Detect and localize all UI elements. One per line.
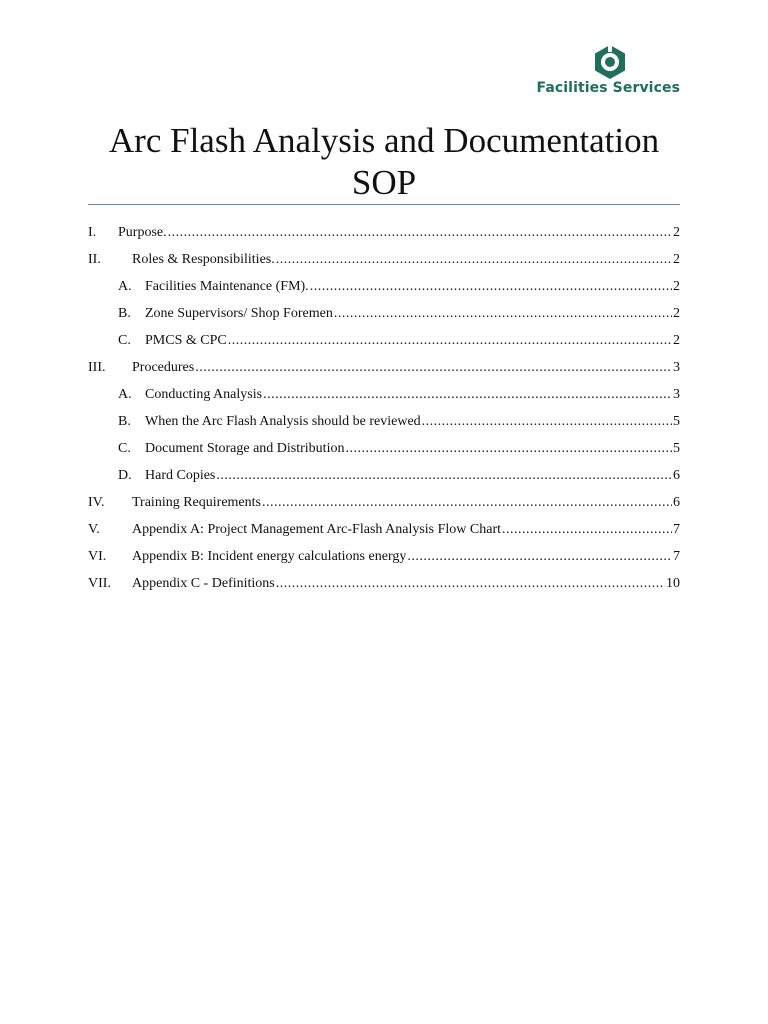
toc-entry-number: I.	[88, 225, 97, 240]
toc-dot-leader	[216, 465, 672, 487]
toc-entry-number: C.	[118, 333, 131, 348]
document-title: Arc Flash Analysis and Documentation SOP	[108, 121, 660, 202]
toc-dot-leader	[195, 357, 672, 379]
toc-entry-number: B.	[118, 414, 131, 429]
toc-entry-number: II.	[88, 252, 101, 267]
toc-entry[interactable]	[88, 492, 680, 519]
toc-entry[interactable]	[88, 330, 680, 357]
toc-entry-number: IV.	[88, 495, 105, 510]
toc-dot-leader	[407, 546, 672, 568]
toc-entry-number: A.	[118, 279, 132, 294]
toc-entry-number: C.	[118, 441, 131, 456]
toc-entry-number: A.	[118, 387, 132, 402]
toc-entry-page-number: 5	[673, 414, 680, 429]
toc-dot-leader	[276, 249, 672, 271]
toc-dot-leader	[262, 492, 672, 514]
toc-dot-leader	[334, 303, 672, 325]
toc-entry-number: VI.	[88, 549, 107, 564]
toc-dot-leader	[310, 276, 672, 298]
toc-entry-number: D.	[118, 468, 132, 483]
toc-entry-label[interactable]: Purpose.	[118, 225, 167, 240]
toc-entry[interactable]	[88, 222, 680, 249]
toc-dot-leader	[228, 330, 672, 352]
toc-entry-label[interactable]: Appendix B: Incident energy calculations energy	[132, 549, 407, 564]
toc-entry-page-number: 3	[673, 360, 680, 375]
toc-entry[interactable]	[88, 573, 680, 600]
toc-entry-number: III.	[88, 360, 106, 375]
toc-entry-label[interactable]: Appendix A: Project Management Arc-Flash Analysis Flow Chart	[132, 522, 502, 537]
toc-entry[interactable]	[88, 519, 680, 546]
toc-entry-page-number: 7	[673, 522, 680, 537]
toc-entry[interactable]	[88, 465, 680, 492]
toc-entry-page-number: 2	[673, 306, 680, 321]
toc-entry-label[interactable]: Appendix C - Definitions	[132, 576, 275, 591]
toc-entry[interactable]	[88, 357, 680, 384]
toc-entry-label[interactable]: Document Storage and Distribution	[145, 441, 345, 456]
toc-dot-leader	[263, 384, 672, 406]
toc-entry[interactable]	[88, 384, 680, 411]
toc-entry-page-number: 2	[673, 252, 680, 267]
toc-entry-page-number: 2	[673, 225, 680, 240]
toc-entry-label[interactable]: Hard Copies	[145, 468, 216, 483]
logo-text: Facilities Services	[536, 80, 680, 96]
toc-dot-leader	[422, 411, 672, 433]
toc-entry-page-number: 3	[673, 387, 680, 402]
table-of-contents	[88, 222, 680, 600]
toc-entry-label[interactable]: Roles & Responsibilities.	[132, 252, 275, 267]
toc-entry[interactable]	[88, 303, 680, 330]
toc-dot-leader	[168, 222, 672, 244]
toc-entry-label[interactable]: When the Arc Flash Analysis should be reviewed	[145, 414, 421, 429]
toc-dot-leader	[502, 519, 672, 541]
toc-entry[interactable]	[88, 438, 680, 465]
toc-entry-page-number: 5	[673, 441, 680, 456]
toc-entry-page-number: 6	[673, 495, 680, 510]
toc-dot-leader	[345, 438, 672, 460]
toc-entry-label[interactable]: Zone Supervisors/ Shop Foremen	[145, 306, 333, 321]
toc-dot-leader	[276, 573, 665, 595]
toc-entry-number: B.	[118, 306, 131, 321]
toc-entry-label[interactable]: PMCS & CPC	[145, 333, 227, 348]
toc-entry-label[interactable]: Training Requirements	[132, 495, 261, 510]
toc-entry-page-number: 6	[673, 468, 680, 483]
toc-entry-page-number: 10	[666, 576, 680, 591]
toc-entry[interactable]	[88, 546, 680, 573]
toc-entry[interactable]	[88, 276, 680, 303]
toc-entry[interactable]	[88, 411, 680, 438]
toc-entry-label[interactable]: Procedures	[132, 360, 195, 375]
toc-entry-number: V.	[88, 522, 100, 537]
toc-entry-page-number: 7	[673, 549, 680, 564]
toc-entry-label[interactable]: Facilities Maintenance (FM).	[145, 279, 309, 294]
toc-entry-page-number: 2	[673, 279, 680, 294]
toc-entry-number: VII.	[88, 576, 111, 591]
toc-entry-label[interactable]: Conducting Analysis	[145, 387, 263, 402]
toc-entry[interactable]	[88, 249, 680, 276]
facilities-logo-icon	[592, 44, 628, 80]
toc-entry-page-number: 2	[673, 333, 680, 348]
title-divider	[88, 204, 680, 205]
